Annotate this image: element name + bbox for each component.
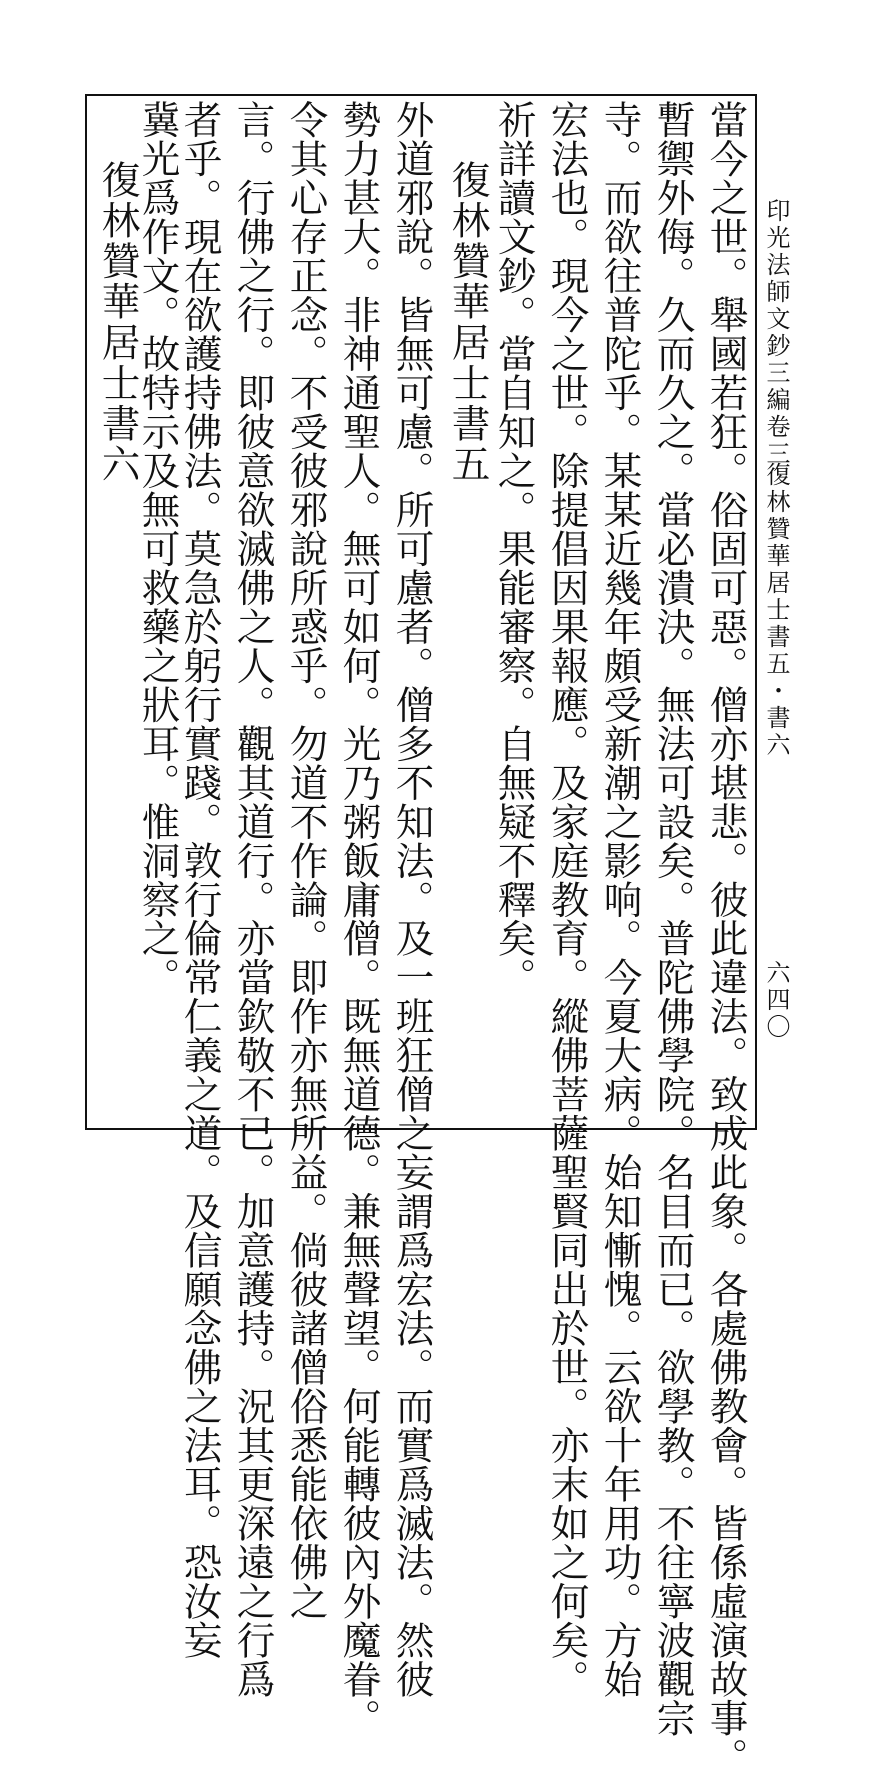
text-column-2: 暫禦外侮。久而久之。當必潰決。無法可設矣。普陀佛學院。名目而已。欲學教。不往寧波觀宗 [650, 100, 696, 1738]
frame-left-rule [85, 94, 87, 1130]
text-column-1: 當今之世。舉國若狂。俗固可惡。僧亦堪悲。彼此違法。致成此象。各處佛教會。皆係虛演故事。 [703, 100, 749, 1777]
section-title: 復林贊華居士書五・書六 [762, 462, 790, 759]
text-column-9: 令其心存正念。不受彼邪說所惑乎。勿道不作論。即作亦無所益。倘彼諸僧俗悉能依佛之 [283, 100, 329, 1621]
letter-heading-5: 復林贊華居士書五 [445, 160, 491, 485]
text-column-4: 宏法也。現今之世。除提倡因果報應。及家庭教育。縱佛菩薩聖賢同出於世。亦末如之何矣。 [544, 100, 590, 1699]
text-column-8: 勢力甚大。非神通聖人。無可如何。光乃粥飯庸僧。既無道德。兼無聲望。何能轉彼內外魔眷。 [336, 100, 382, 1738]
page-number: 六四〇 [762, 960, 790, 1041]
text-column-7: 外道邪說。皆無可慮。所可慮者。僧多不知法。及一班狂僧之妄謂爲宏法。而實爲滅法。然彼 [389, 100, 435, 1699]
text-column-5: 祈詳讀文鈔。當自知之。果能審察。自無疑不釋矣。 [491, 100, 537, 997]
frame-top-rule [85, 94, 755, 96]
frame-right-rule [755, 94, 757, 1130]
book-title: 印光法師文鈔三編卷三 [762, 198, 790, 468]
text-column-10: 言。行佛之行。即彼意欲滅佛之人。觀其道行。亦當欽敬不已。加意護持。況其更深遠之行爲 [230, 100, 276, 1699]
text-column-3: 寺。而欲往普陀乎。某某近幾年頗受新潮之影响。今夏大病。始知慚愧。云欲十年用功。方始 [597, 100, 643, 1699]
letter-heading-6: 復林贊華居士書六 [95, 160, 141, 485]
text-column-11: 者乎。現在欲護持佛法。莫急於躬行實踐。敦行倫常仁義之道。及信願念佛之法耳。恐汝妄 [177, 100, 223, 1660]
text-column-12: 冀光爲作文。故特示及無可救藥之狀耳。惟洞察之。 [135, 100, 181, 997]
